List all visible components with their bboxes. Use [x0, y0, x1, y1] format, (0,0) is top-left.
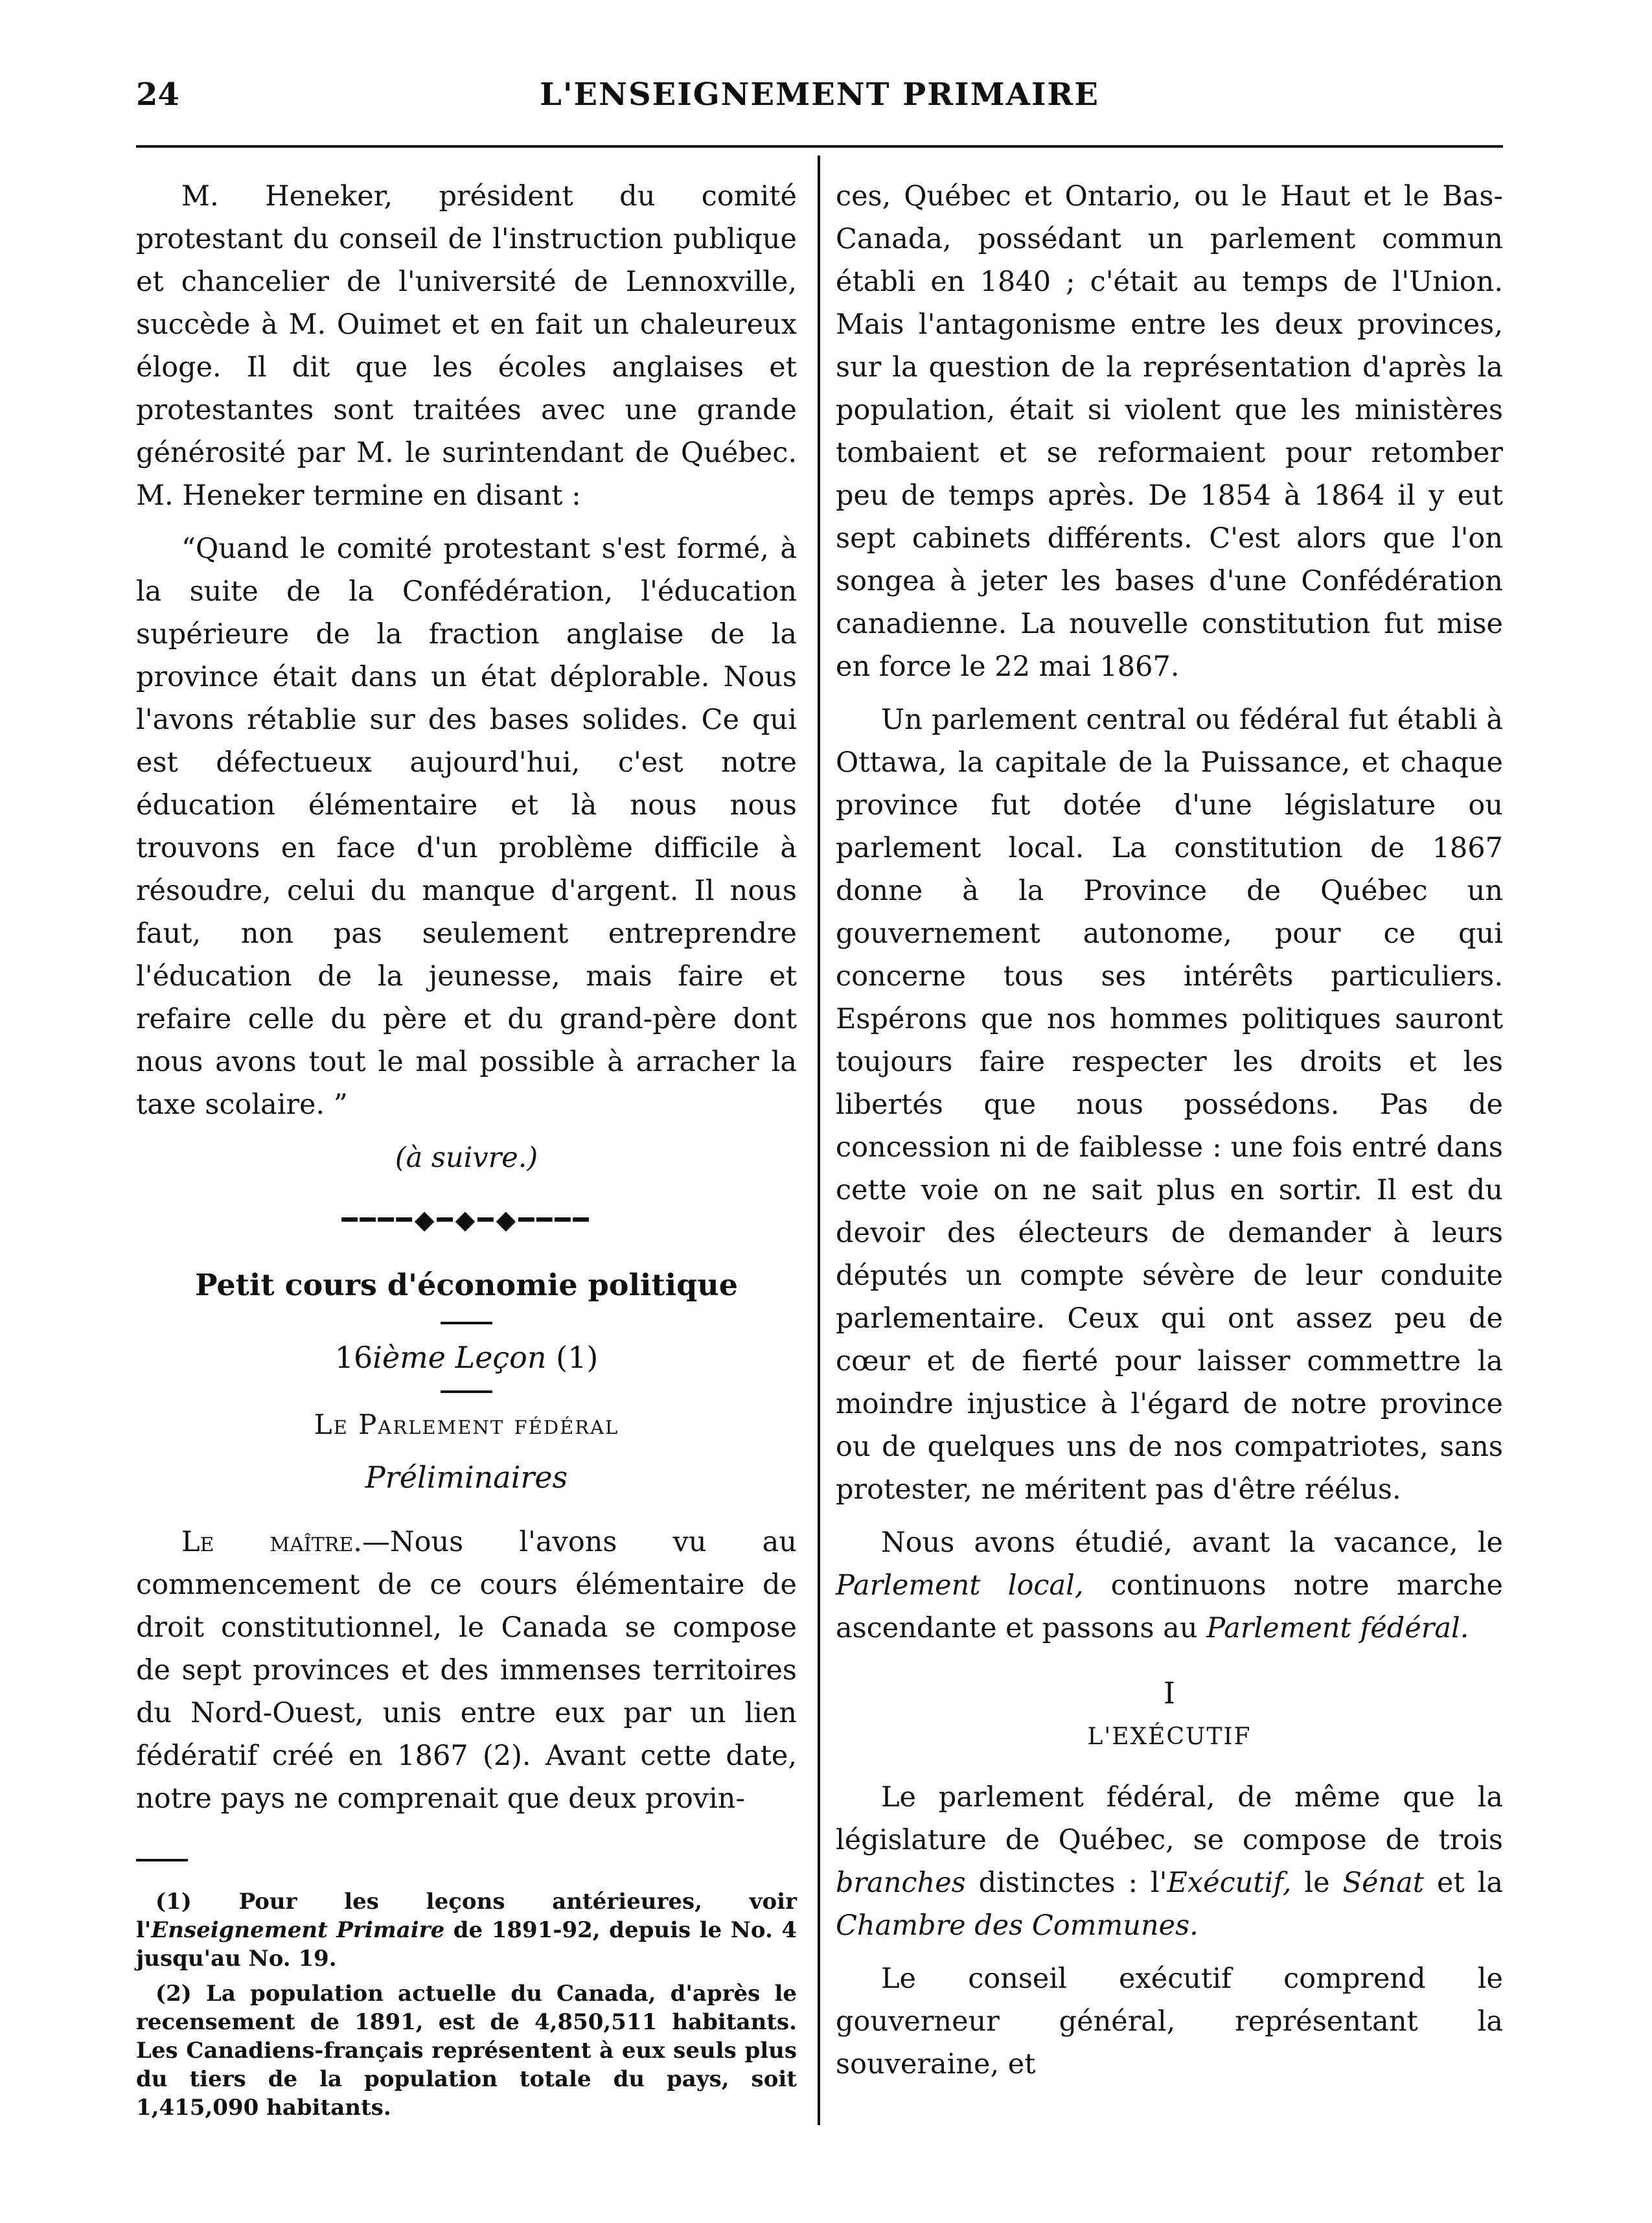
parlement-heading: Le Parlement fédéral	[314, 1409, 619, 1440]
short-rule	[441, 1390, 492, 1393]
section-numeral: I	[1163, 1676, 1176, 1710]
executif-heading: L'EXÉCUTIF	[1087, 1723, 1252, 1750]
running-head	[136, 65, 1503, 117]
footnote-1: (1) Pour les leçons antérieures, voir l'Enseignement Primaire de 1891-92, depuis le No. 4 jusqu'au No. 19.	[136, 1889, 797, 1972]
section-title: Petit cours d'économie politique	[194, 1267, 739, 1302]
footnote-rule	[136, 1859, 188, 1861]
short-rule	[441, 1322, 492, 1324]
paragraph-ottawa: Un parlement central ou fédéral fut établi à Ottawa, la capitale de la Puissance, et chaque province fut dotée d'une législature ou parlement local. La constitution de 1867 donne à la Province de Québec un gouvernement autonome, pour ce qui concerne tous ses intérêts particuliers. Espérons que nos hommes politiques sauront toujours faire respecter les droits et les libertés que nous possédons. Pas de concession ni de faiblesse : une fois entré dans cette voie on ne sait plus en sortir. Il est du devoir des électeurs de demander à leurs députés un compte sévère de leur conduite parlementaire. Ceux qui ont assez peu de cœur et de fierté pour laisser commettre la moindre injustice à l'égard de notre province ou de quelques uns de nos compatriotes, sans protester, ne méritent pas d'être réélus.	[836, 704, 1503, 1506]
paragraph-heneker: M. Heneker, président du comité protestant du conseil de l'instruction publique et chancelier de l'université de Lennoxville, succède à M. Ouimet et en fait un chaleureux éloge. Il dit que les écoles anglaises et protestantes sont traitées avec une grande générosité par M. le surintendant de Québec. M. Heneker termine en disant :	[136, 180, 797, 512]
lesson-heading: 16ième Leçon (1)	[334, 1340, 599, 1375]
footnote-2: (2) La population actuelle du Canada, d'après le recensement de 1891, est de 4,850,511 habitants. Les Canadiens-français représentent à eux seuls plus du tiers de la population totale du pays, soit 1,415,090 habitants.	[136, 1981, 797, 2121]
preliminaires-heading: Préliminaires	[365, 1460, 568, 1495]
paragraph-etudie: Nous avons étudié, avant la vacance, le Parlement local, continuons notre marche ascendante et passons au Parlement fédéral.	[836, 1526, 1503, 1644]
left-column	[136, 175, 797, 2128]
ornament-divider: ━━━━◆━◆━◆━━━━	[341, 1205, 591, 1235]
to-follow: (à suivre.)	[395, 1142, 538, 1174]
column-rule	[818, 155, 820, 2125]
paragraph-maitre: Le maître.—Nous l'avons vu au commencement de ce cours élémentaire de droit constitutionnel, le Canada se compose de sept provinces et des immenses territoires du Nord-Ouest, unis entre eux par un lien fédératif créé en 1867 (2). Avant cette date, notre pays ne comprenait que deux provin-	[136, 1526, 797, 1815]
paragraph-provinces: ces, Québec et Ontario, ou le Haut et le Bas-Canada, possédant un parlement commun établi en 1840 ; c'était au temps de l'Union. Mais l'antagonisme entre les deux provinces, sur la question de la représentation d'après la population, était si violent que les ministères tombaient et se reformaient pour retomber peu de temps après. De 1854 à 1864 il y eut sept cabinets différents. C'est alors que l'on songea à jeter les bases d'une Confédération canadienne. La nouvelle constitution fut mise en force le 22 mai 1867.	[836, 180, 1503, 683]
page-number: 24	[136, 76, 179, 113]
paragraph-conseil: Le conseil exécutif comprend le gouverneur général, représentant la souveraine, et	[836, 1963, 1503, 2080]
paragraph-quote: “Quand le comité protestant s'est formé, à la suite de la Confédération, l'éducation supérieure de la fraction anglaise de la province était dans un état déplorable. Nous l'avons rétablie sur des bases solides. Ce qui est défectueux aujourd'hui, c'est notre éducation élémentaire et là nous nous trouvons en face d'un problème difficile à résoudre, celui du manque d'argent. Il nous faut, non pas seulement entreprendre l'éducation de la jeunesse, mais faire et refaire celle du père et du grand-père dont nous avons tout le mal possible à arracher la taxe scolaire. ”	[136, 533, 797, 1121]
right-column	[836, 175, 1503, 2096]
paragraph-branches: Le parlement fédéral, de même que la législature de Québec, se compose de trois branches distinctes : l'Exécutif, le Sénat et la Chambre des Communes.	[836, 1781, 1504, 1942]
running-title: L'ENSEIGNEMENT PRIMAIRE	[540, 76, 1099, 113]
header-rule	[136, 145, 1503, 148]
